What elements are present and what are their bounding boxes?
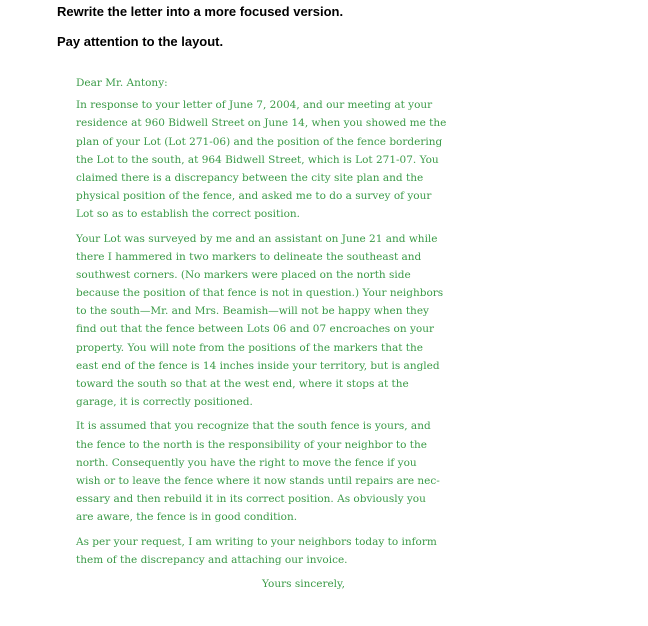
letter-body (76, 74, 456, 593)
letter-line: because the position of that fence is not in question.) Your neighbors (76, 287, 444, 300)
letter-line: the fence to the north is the responsibility of your neighbor to the (76, 438, 427, 451)
letter-line: claimed there is a discrepancy between the city site plan and the (76, 171, 424, 184)
letter-line: there I hammered in two markers to delineate the southeast and (76, 250, 422, 263)
letter-line: physical position of the fence, and asked me to do a survey of your (76, 190, 432, 203)
letter-line: Lot so as to establish the correct position. (76, 208, 300, 221)
letter-paragraph-2 (76, 230, 456, 412)
letter-line: As per your request, I am writing to your neighbors today to inform (76, 535, 437, 548)
letter-line: property. You will note from the positions of the markers that the (76, 341, 424, 354)
letter-line: north. Consequently you have the right to move the fence if you (76, 456, 417, 469)
letter-line: It is assumed that you recognize that the south fence is yours, and (76, 420, 431, 433)
letter-line: east end of the fence is 14 inches inside your territory, but is angled (76, 359, 440, 372)
letter-paragraph-3 (76, 417, 456, 526)
letter-line: find out that the fence between Lots 06 and 07 encroaches on your (76, 323, 434, 336)
letter-line: them of the discrepancy and attaching our invoice. (76, 553, 348, 566)
letter-line: wish or to leave the fence where it now stands until repairs are nec- (76, 474, 440, 487)
letter-line: to the south—Mr. and Mrs. Beamish—will not be happy when they (76, 305, 429, 318)
letter-line: plan of your Lot (Lot 271-06) and the position of the fence bordering (76, 135, 443, 148)
letter-line: garage, it is correctly positioned. (76, 396, 253, 409)
letter-line: essary and then rebuild it in its correct position. As obviously you (76, 493, 426, 506)
letter-line: In response to your letter of June 7, 2004, and our meeting at your (76, 99, 433, 112)
letter-paragraph-1 (76, 96, 456, 223)
letter-line: the Lot to the south, at 964 Bidwell Street, which is Lot 271-07. You (76, 153, 439, 166)
letter-paragraph-4 (76, 533, 456, 569)
letter-line: Your Lot was surveyed by me and an assistant on June 21 and while (76, 232, 438, 245)
letter-line: toward the south so that at the west end, where it stops at the (76, 378, 409, 390)
letter-line: residence at 960 Bidwell Street on June 14, when you showed me the (76, 117, 447, 130)
letter-line: southwest corners. (No markers were placed on the north side (76, 268, 411, 281)
instruction-rewrite: Rewrite the letter into a more focused version. (57, 4, 344, 19)
letter-closing: Yours sincerely, (262, 577, 345, 590)
instruction-layout: Pay attention to the layout. (57, 34, 224, 49)
letter-salutation: Dear Mr. Antony: (76, 77, 168, 89)
letter-line: are aware, the fence is in good condition. (76, 511, 298, 524)
